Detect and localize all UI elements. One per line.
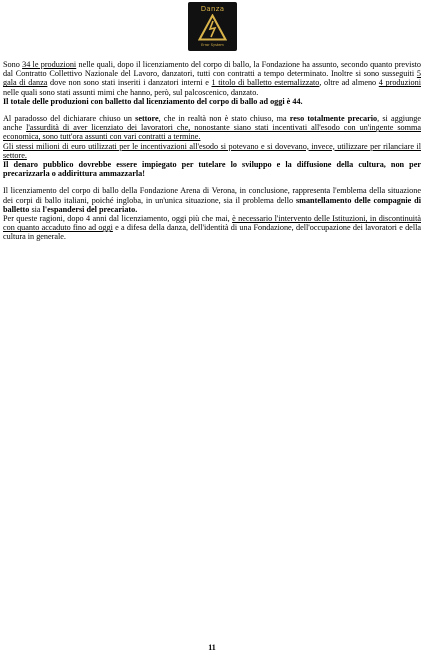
underlined-text: è necessario l'intervento delle Istituzioni, in discontinuità con quanto accaduto fino ad oggi [3, 214, 421, 233]
text: Sono [3, 60, 23, 69]
document-body [3, 60, 421, 242]
underlined-text: 1 titolo di balletto esternalizzato [211, 78, 320, 88]
underlined-text: 34 le produzioni [22, 60, 77, 69]
underlined-text: 5 gala di danza [3, 69, 421, 88]
paragraph-paradox [3, 114, 421, 178]
text: Il licenziamento del corpo di ballo della Fondazione Arena di Verona, in conclusione, rappresenta l'emblema della situazione dei corpi di ballo italiani, poiché ingloba, in un'unica situazione, sia il problema dello [3, 186, 421, 205]
warning-triangle-icon [198, 14, 227, 41]
underlined-text: Gli stessi milioni di euro utilizzati per le incentivazioni all'esodo si potevano e si dovevano, invece, utilizzare per rilanciare il settore. [3, 141, 421, 160]
bold-text: reso totalmente precario [289, 114, 378, 124]
text: dove non sono stati inseriti i danzatori interni e [47, 78, 212, 88]
bold-text: settore [135, 114, 159, 124]
text: Al paradosso del dichiarare chiuso un [3, 114, 136, 124]
underlined-text: 4 produzioni [378, 78, 421, 88]
text: , oltre ad almeno [319, 78, 379, 88]
text: e a difesa della danza, dell'identità di una Fondazione, dell'occupazione dei lavoratori e della cultura in generale. [3, 223, 421, 242]
bold-statement: Il denaro pubblico dovrebbe essere impiegato per tutelare lo sviluppo e la diffusione della cultura, non per precarizzarla o addirittura ammazzarla! [3, 160, 421, 179]
bold-text: l'espandersi del precariato. [42, 204, 138, 214]
logo-title: Danza [200, 5, 225, 13]
text: , si aggiunge anche [3, 114, 421, 133]
text: nelle quali sono stati assunti mimi che hanno, però, sul palcoscenico, danzato. [3, 87, 259, 97]
text: Per queste ragioni, dopo 4 anni dal licenziamento, oggi più che mai, [3, 214, 233, 224]
bold-total-statement: Il totale delle produzioni con balletto dal licenziamento del corpo di ballo ad oggi è 44. [3, 96, 303, 106]
underlined-text: l'assurdità di aver licenziato dei lavoratori che, nonostante siano stati incentivati all'esodo con un'ingente somma economica, sono tutt'ora assunti con vari contratti a termine. [3, 123, 421, 142]
text: sia [29, 204, 43, 214]
paragraph-conclusion [3, 186, 421, 241]
text: nelle quali, dopo il licenziamento del corpo di ballo, la Fondazione ha assunto, secondo quanto previsto dal Contratto Collettivo Nazionale del Lavoro, danzatori, tutti con contratti a tempo determinato. Inoltre si sono susseguiti [3, 60, 421, 79]
bold-text: smantellamento delle compagnie di balletto [3, 195, 421, 214]
text: , che in realtà non è stato chiuso, ma [158, 114, 290, 124]
paragraph-productions [3, 60, 421, 106]
logo [188, 2, 237, 51]
logo-subtitle: Error System [201, 43, 224, 47]
page-number: 11 [208, 643, 216, 652]
